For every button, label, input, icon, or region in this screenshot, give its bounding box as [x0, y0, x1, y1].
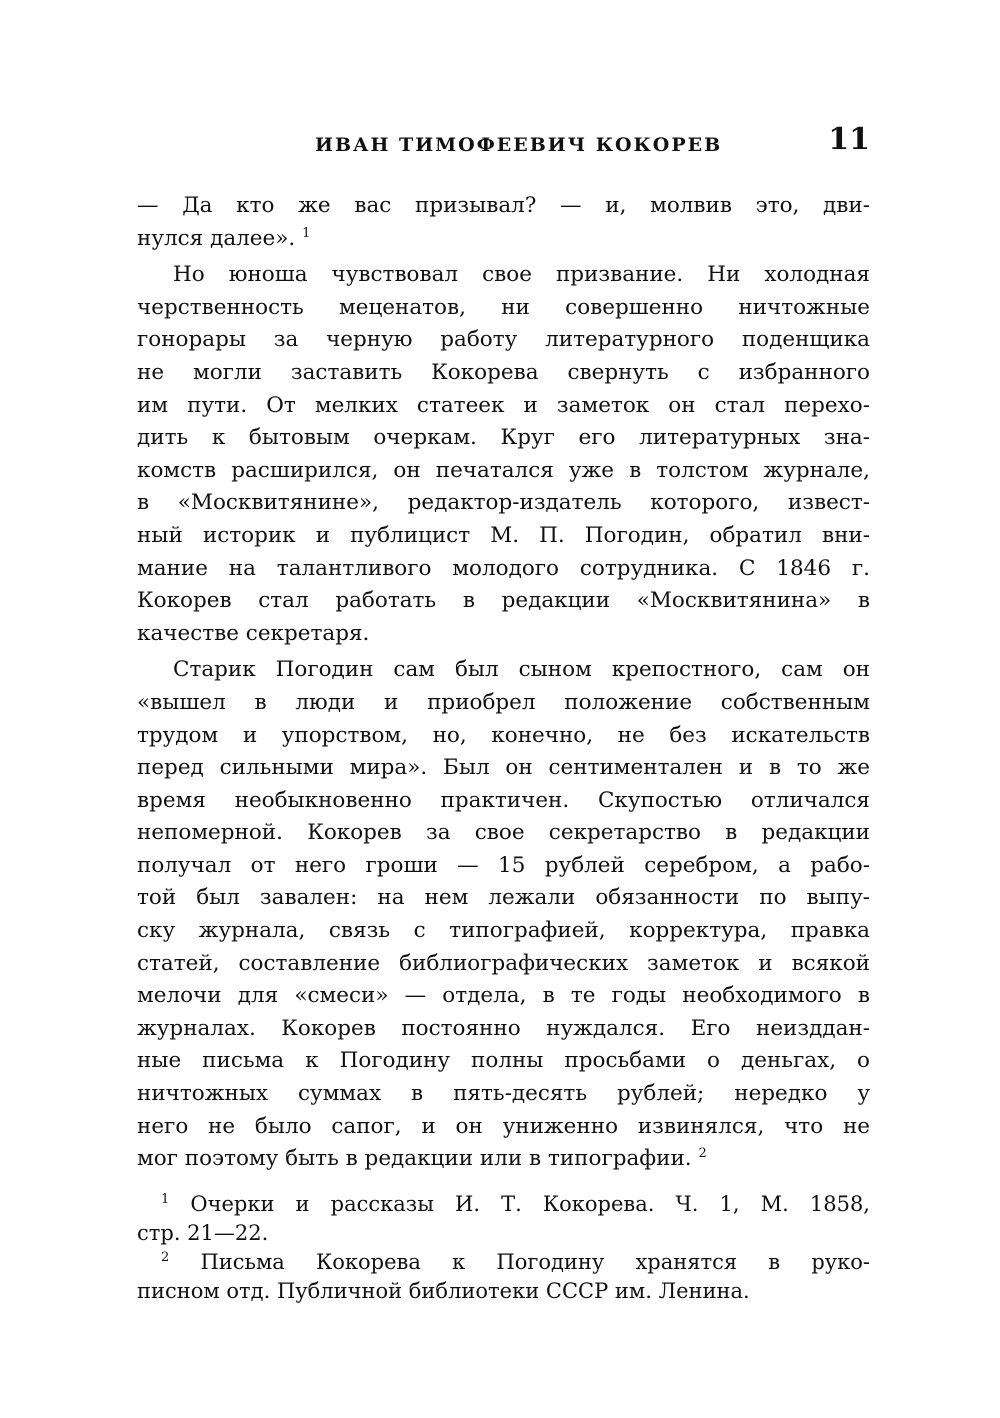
text-line: него не было сапог, и он униженно извинялся, что не — [137, 1113, 870, 1139]
text-line: перед сильными мира». Был он сентиментален и в то же — [137, 755, 870, 781]
text-line: Но юноша чувствовал свое призвание. Ни холодная — [173, 262, 870, 288]
footnote-mark: 1 — [161, 1192, 170, 1207]
text-line: ску журнала, связь с типографией, корректура, правка — [137, 918, 870, 944]
running-title: ИВАН ТИМОФЕЕВИЧ КОКОРЕВ — [315, 134, 723, 156]
text-line: Кокорев стал работать в редакции «Москвитянина» в — [137, 588, 870, 614]
paragraph-1 — [137, 190, 870, 255]
text-line: «вышел в люди и приобрел положение собственным — [137, 689, 870, 715]
text-line: ничтожных суммах в пять-десять рублей; нередко у — [137, 1081, 870, 1107]
page-number: 11 — [828, 122, 870, 157]
text-line: мог поэтому быть в редакции или в типографии. $^2$ — [137, 1146, 707, 1172]
footnote-line: $^2$ Письма Кокорева к Погодину хранятся в руко- — [161, 1250, 870, 1274]
text-line: им пути. От мелких статеек и заметок он стал перехо- — [137, 392, 870, 418]
footnote-line: $^1$ Очерки и рассказы И. Т. Кокорева. Ч. 1, М. 1858, — [161, 1192, 870, 1216]
body-text — [137, 190, 870, 1176]
text-line: той был завален: на нем лежали обязанности по выпу- — [137, 885, 870, 911]
text-line: ные письма к Погодину полны просьбами о деньгах, о — [137, 1048, 870, 1074]
text-line: мелочи для «смеси» — отдела, в те годы необходимого в — [137, 983, 870, 1009]
text-line: нулся далее». $^1$ — [137, 225, 311, 251]
text-line: черственность меценатов, ни совершенно ничтожные — [137, 294, 870, 320]
text-line: не могли заставить Кокорева свернуть с избранного — [137, 359, 870, 385]
text-line: в «Москвитянине», редактор-издатель которого, извест- — [137, 490, 870, 516]
text-line: — Да кто же вас призывал? — и, молвив это, дви- — [137, 193, 870, 218]
footnotes — [137, 1190, 870, 1306]
text-line: получал от него гроши — 15 рублей серебром, а рабо- — [137, 852, 870, 878]
text-line: дить к бытовым очеркам. Круг его литературных зна- — [137, 425, 870, 451]
text-line: гонорары за черную работу литературного поденщика — [137, 327, 870, 353]
text-line: комств расширился, он печатался уже в толстом журнале, — [137, 457, 870, 483]
text-line: трудом и упорством, но, конечно, не без искательств — [137, 722, 870, 748]
text-line: качестве секретаря. — [137, 620, 370, 646]
text-line: статей, составление библиографических заметок и всякой — [137, 950, 870, 976]
footnote-line: стр. 21—22. — [137, 1221, 269, 1245]
running-head — [137, 122, 870, 172]
footnote-mark: 2 — [161, 1250, 170, 1265]
text-line: ный историк и публицист М. П. Погодин, обратил вни- — [137, 522, 870, 548]
text-line: Старик Погодин сам был сыном крепостного, сам он — [173, 657, 870, 683]
footnote-ref-1: 1 — [302, 225, 311, 241]
text-line: непомерной. Кокорев за свое секретарство в редакции — [137, 820, 870, 846]
footnote-ref-2: 2 — [698, 1146, 707, 1162]
footnote-line: писном отд. Публичной библиотеки СССР им. Ленина. — [137, 1279, 750, 1303]
text-line: журналах. Кокорев постоянно нуждался. Его неизддан- — [137, 1015, 870, 1041]
text-line: время необыкновенно практичен. Скупостью отличался — [137, 787, 870, 813]
text-line: мание на талантливого молодого сотрудника. С 1846 г. — [137, 555, 870, 581]
paragraph-2 — [137, 259, 870, 650]
footnote-1 — [137, 1190, 870, 1248]
paragraph-3 — [137, 654, 870, 1176]
footnote-2 — [137, 1248, 870, 1306]
